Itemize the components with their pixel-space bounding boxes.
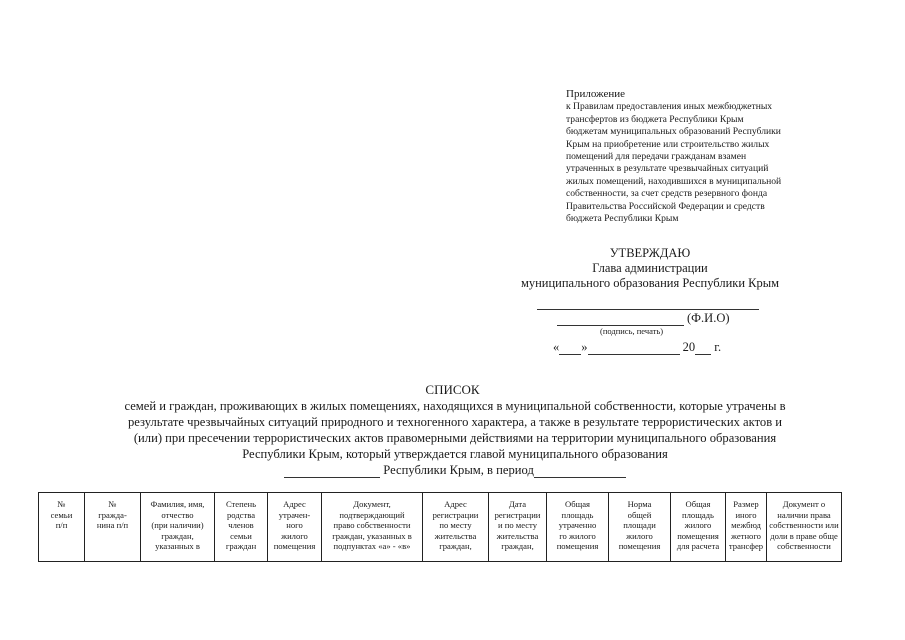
approval-position: Глава администрации: [592, 261, 708, 275]
appendix-line: Крым на приобретение или строительство жилых: [566, 138, 770, 150]
table-header-line: помещения: [618, 541, 661, 552]
day-blank: [559, 342, 581, 355]
table-header-line: указанных в: [155, 541, 200, 552]
table-header-line: го жилого: [559, 530, 596, 541]
table-header-line: ного: [286, 520, 303, 531]
approval-heading: УТВЕРЖДАЮ: [609, 246, 691, 260]
table-header-cell: [268, 493, 322, 562]
approval-block: [480, 246, 820, 291]
table-header-line: Документ о: [782, 499, 826, 509]
appendix-line: утраченных в результате чрезвычайных ситуаций: [566, 163, 769, 175]
table-header-text: [269, 493, 320, 557]
table-header-line: граждан,: [501, 541, 534, 552]
date-open-quote: «: [553, 340, 560, 354]
table-header-text: [727, 493, 765, 557]
municipality-blank: [284, 465, 380, 478]
table-header-cell: [215, 493, 268, 562]
appendix-line: помещений для передачи гражданам взамен: [566, 151, 747, 163]
date-close-quote: »: [581, 340, 588, 354]
table-header-line: собственности: [777, 541, 831, 552]
table-header-line: Общая: [565, 499, 590, 509]
table-header-line: доли в праве обще: [770, 530, 838, 541]
year-prefix: 20: [682, 340, 696, 354]
table-header-cell: [141, 493, 215, 562]
month-blank: [588, 342, 680, 355]
table-header-line: Документ,: [353, 499, 391, 509]
table-header-line: семьи: [230, 530, 252, 541]
table-header-text: [548, 493, 607, 557]
table-header-line: №: [57, 499, 66, 509]
table-header-line: иного: [735, 509, 757, 520]
table-header-text: [40, 493, 83, 557]
appendix-line: Правительства Российской Федерации и средств: [566, 200, 765, 212]
table-header-cell: [547, 493, 609, 562]
table-header-line: собственности или: [769, 520, 839, 531]
table-header-line: п/п: [55, 520, 68, 531]
table-header-cell: [767, 493, 842, 562]
table-header-line: семьи: [50, 509, 73, 520]
table-header-text: [424, 493, 487, 557]
table-header-line: трансфер: [728, 541, 764, 552]
list-line: результате чрезвычайных ситуаций природного и техногенного характера, а также в результате террористических актов и: [127, 415, 783, 429]
table-header-text: [216, 493, 266, 557]
table-header-cell: [322, 493, 423, 562]
table-header-line: отчество: [161, 509, 194, 520]
table-header-line: жительства: [434, 530, 477, 541]
table-header-cell: [489, 493, 547, 562]
table-header-cell: [85, 493, 141, 562]
table-header-line: жетного: [731, 530, 761, 541]
table-header-cell: [726, 493, 767, 562]
year-suffix: г.: [714, 340, 722, 354]
table-header-line: граждан,: [161, 530, 194, 541]
list-period-text: Республики Крым, в период: [383, 463, 534, 477]
table-header-line: Общая: [685, 499, 711, 509]
table-header-text: [490, 493, 545, 557]
period-blank: [534, 465, 626, 478]
list-line: (или) при пресечении террористических актов правомерными действиями на территории муниципального образования: [133, 431, 777, 445]
table-header-line: помещения: [273, 541, 316, 552]
table-header-text: [142, 493, 213, 557]
table-header-line: площади: [623, 520, 656, 531]
table-header-line: и по месту: [497, 520, 537, 531]
table-header-line: жилого: [684, 520, 712, 531]
appendix-line: собственности, за счет средств резервного фонда: [566, 188, 768, 200]
table-header-line: Норма: [627, 499, 652, 509]
date-row: [553, 340, 721, 355]
table-header-cell: [39, 493, 85, 562]
approval-organization: муниципального образования Республики Крым: [520, 276, 780, 290]
table-header-line: нина п/п: [96, 520, 129, 531]
appendix-line: к Правилам предоставления иных межбюджетных: [566, 101, 773, 113]
fio-label: (Ф.И.О): [687, 311, 730, 325]
table-header-line: площадь: [561, 509, 594, 520]
year-blank: [695, 342, 711, 355]
appendix-line: бюджета Республики Крым: [566, 213, 679, 225]
table-header-line: родства: [226, 509, 256, 520]
table-header-line: по месту: [439, 520, 472, 531]
list-line: Республики Крым, который утверждается главой муниципального образования: [242, 447, 668, 461]
table-header-line: жилого: [626, 530, 653, 541]
table-header-line: Степень: [225, 499, 257, 509]
table-header-line: №: [108, 499, 117, 509]
table-header-line: помещения: [677, 530, 719, 541]
table-header-cell: [671, 493, 726, 562]
table-header-line: (при наличии): [151, 520, 204, 531]
table-header-line: право собственности: [333, 520, 411, 531]
table-header-line: Размер: [733, 499, 759, 509]
table-header-row: [39, 493, 842, 562]
list-title: СПИСОК: [425, 382, 480, 397]
appendix-line: трансфертов из бюджета Республики Крым: [566, 113, 744, 125]
table-header-cell: [609, 493, 671, 562]
table-header-line: гражда-: [98, 509, 127, 520]
table-header-line: регистрации: [432, 509, 479, 520]
table-header-line: Адрес: [444, 499, 467, 509]
table-header-line: подтверждающий: [339, 509, 405, 520]
table-header-line: помещения: [556, 541, 599, 552]
table-header-line: Адрес: [283, 499, 306, 509]
table-header-line: членов: [228, 520, 254, 531]
table-header-line: площадь: [682, 509, 714, 520]
table-header-line: граждан: [225, 541, 257, 552]
table-header-text: [610, 493, 669, 557]
appendix-block: [566, 88, 836, 225]
table-header-line: общей: [627, 509, 652, 520]
table-header-line: жилого: [281, 530, 308, 541]
signature-blank: [557, 312, 684, 326]
table-header-line: межбюд: [731, 520, 761, 531]
signature-note: (подпись, печать): [600, 326, 664, 336]
fio-row: [557, 311, 730, 326]
table-header-cell: [423, 493, 489, 562]
table-header-line: Фамилия, имя,: [150, 499, 205, 509]
table-header-line: подпунктах «а» - «в»: [333, 541, 411, 552]
table-header-text: [672, 493, 724, 557]
table-header-line: утрачен-: [278, 509, 311, 520]
table-header-text: [323, 493, 421, 557]
table-header-text: [86, 493, 139, 557]
table-header-line: для расчета: [676, 541, 720, 552]
table-header-text: [768, 493, 840, 557]
families-table: [38, 492, 842, 562]
list-description: [60, 398, 850, 478]
appendix-line: бюджетам муниципальных образований Республики: [566, 126, 781, 138]
appendix-line: жилых помещений, находившихся в муниципальной: [566, 175, 782, 187]
table-header-line: граждан,: [439, 541, 472, 552]
table-header-line: жительства: [496, 530, 539, 541]
organization-blank-line: [537, 309, 759, 310]
table-header-line: регистрации: [494, 509, 541, 520]
list-line: семей и граждан, проживающих в жилых помещениях, находящихся в муниципальной собственности, которые утрачены в: [124, 399, 786, 413]
list-period-line: [60, 462, 850, 478]
table-header-line: наличии права: [777, 509, 831, 520]
table-header-line: утраченно: [558, 520, 597, 531]
table-header-line: граждан, указанных в: [332, 530, 412, 541]
appendix-title: Приложение: [566, 88, 626, 100]
table-header-line: Дата: [508, 499, 527, 509]
